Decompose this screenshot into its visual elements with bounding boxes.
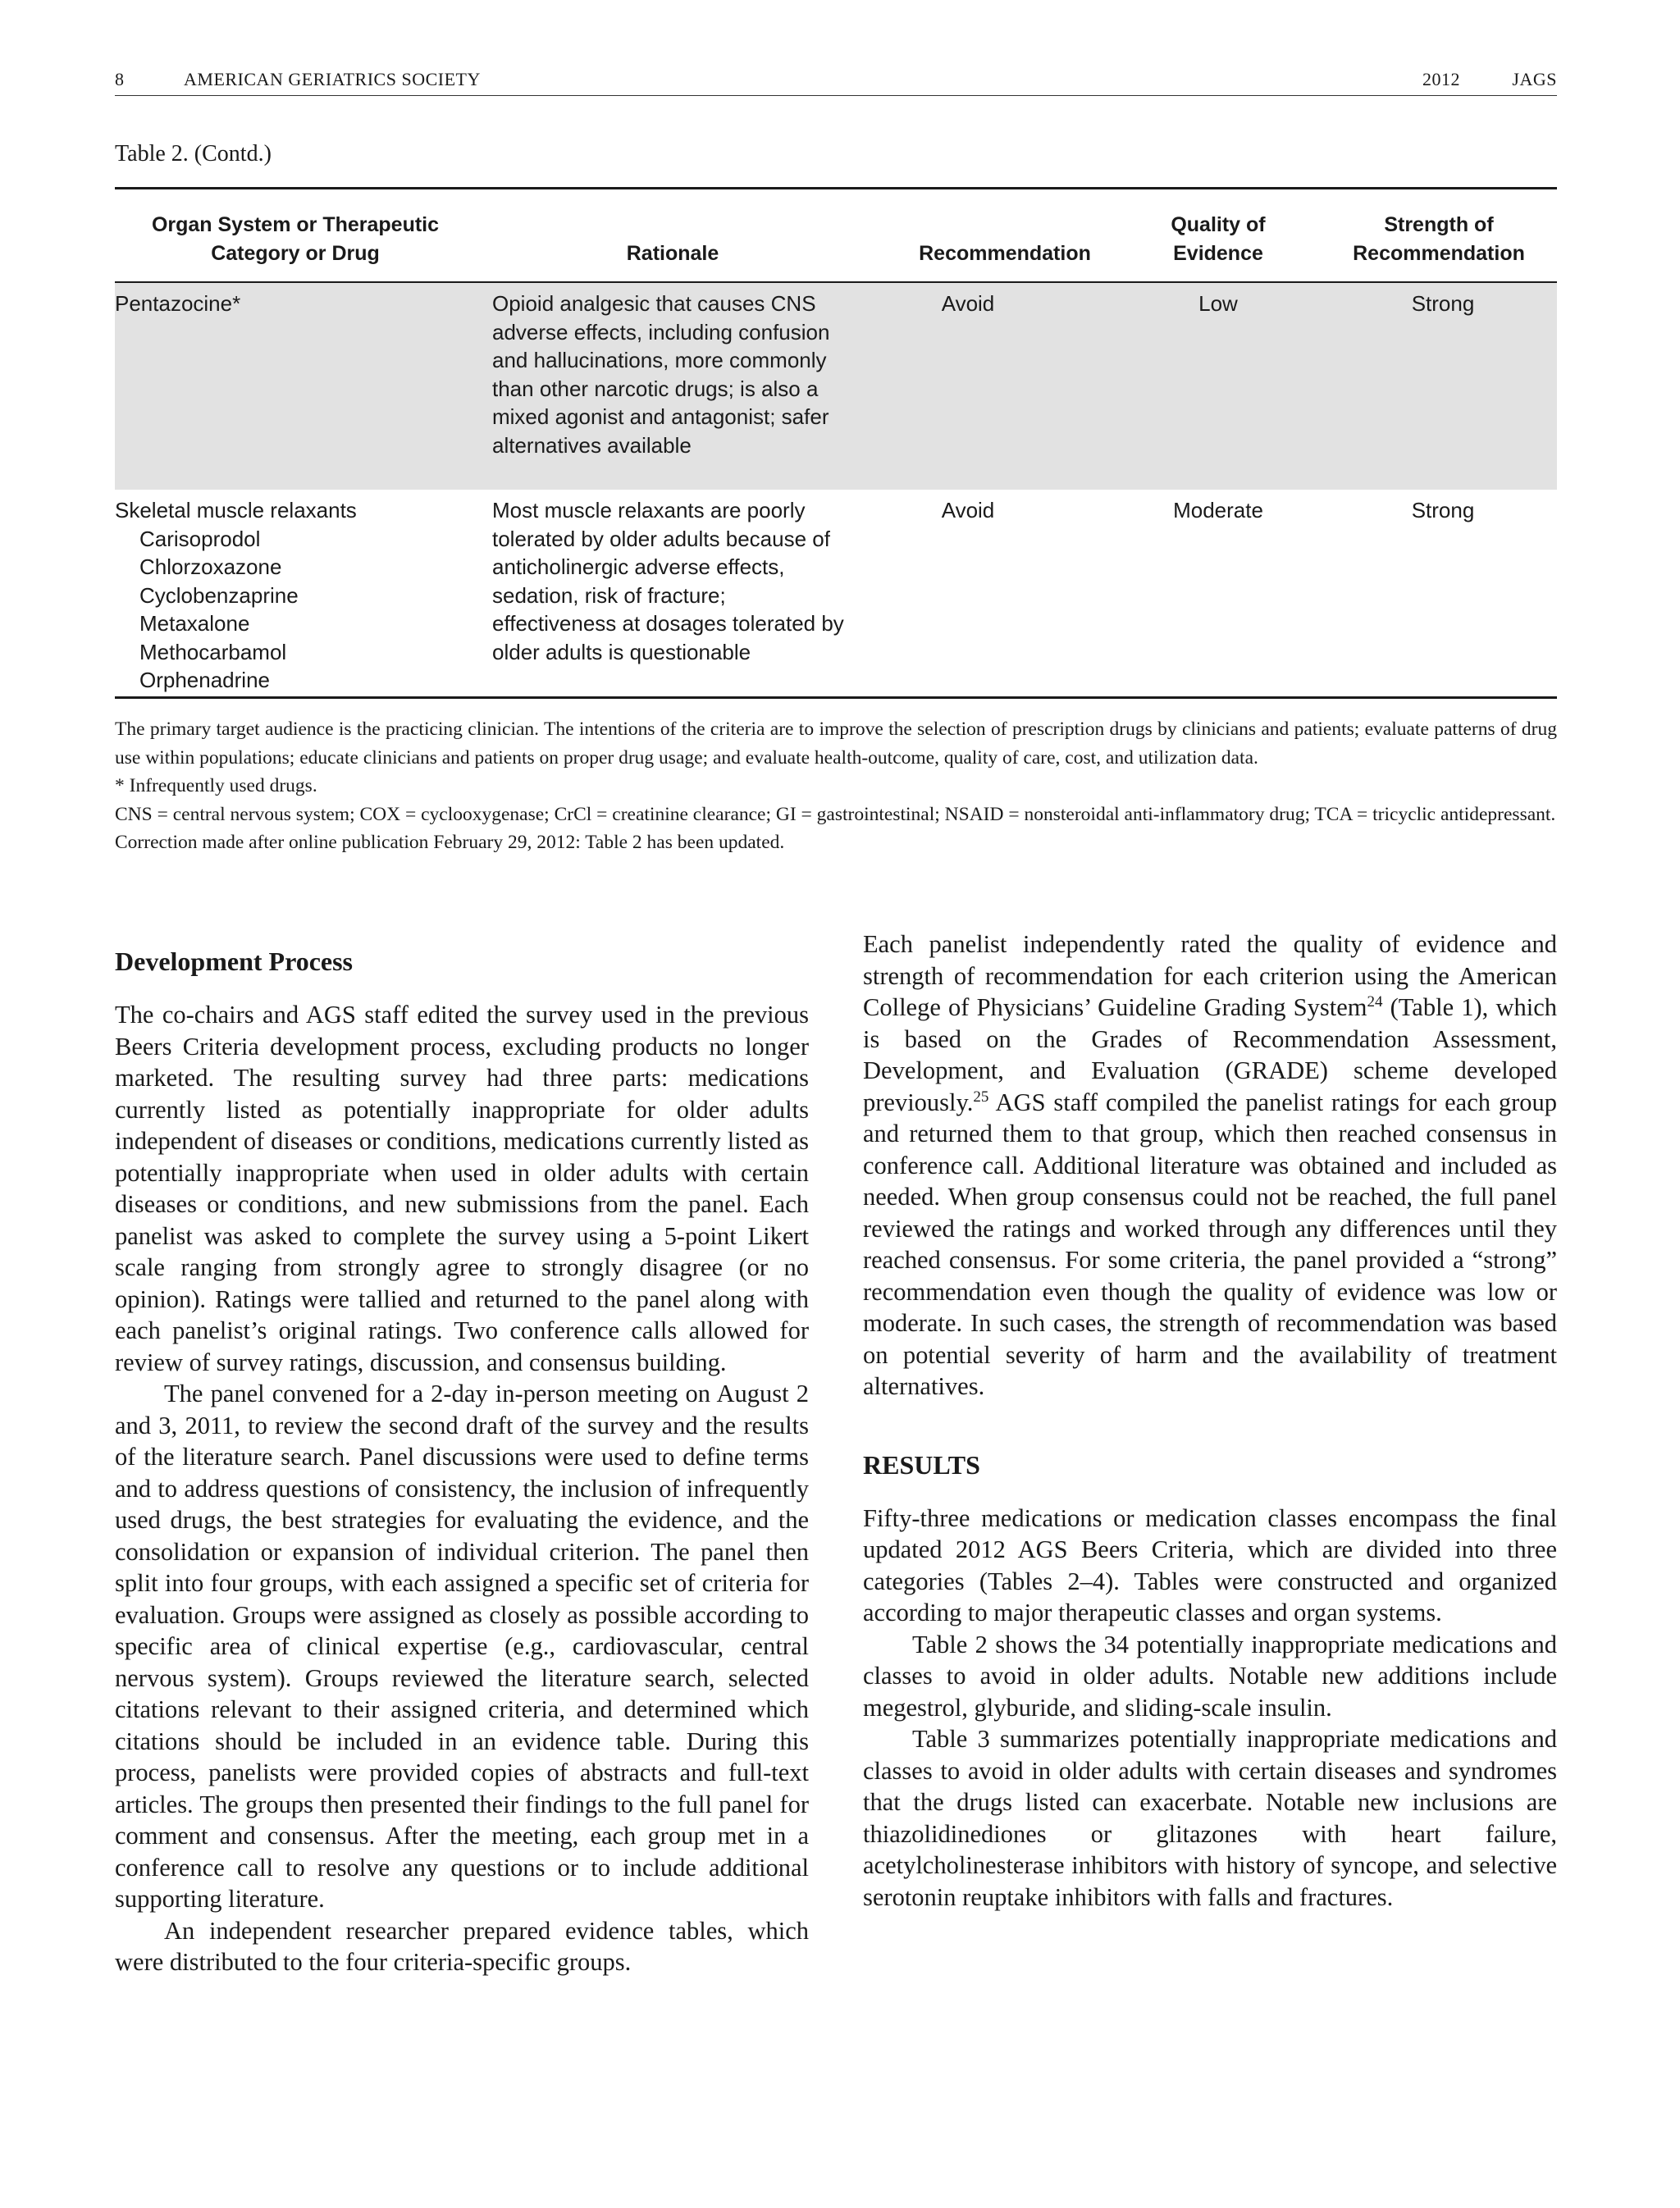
- journal-name: AMERICAN GERIATRICS SOCIETY: [184, 69, 481, 89]
- table-row: [115, 490, 1557, 696]
- paragraph: Fifty-three medications or medication classes encompass the final updated 2012 AGS Beers Criteria, which are divided into three categories (Tables 2–4). Tables were constructed and organized according to major therapeutic classes and organ systems.: [863, 1503, 1557, 1626]
- footnote-audience: The primary target audience is the practicing clinician. The intentions of the criteria are to improve the selection of prescription drugs by clinicians and patients; evaluate patterns of drug use within populations; educate clinicians and patients on proper drug usage; and evaluate health-outcome, quality of care, cost, and utilization data.: [115, 719, 1557, 769]
- paragraph: Table 2 shows the 34 potentially inappropriate medications and classes to avoid in older adults. Notable new additions include megestrol, glyburide, and sliding-scale insulin.: [863, 1630, 1557, 1722]
- sub-drug: Chlorzoxazone: [139, 554, 282, 579]
- footnote-abbreviations: CNS = central nervous system; COX = cyclooxygenase; CrCl = creatinine clearance; GI = gastrointestinal; NSAID = nonsteroidal anti-inflammatory drug; TCA = tricyclic antidepressant.: [115, 803, 1556, 825]
- table-title: Table 2. (Contd.): [115, 141, 272, 167]
- column-header-rationale: Rationale: [626, 242, 719, 265]
- column-header-drug-line2: Category or Drug: [211, 242, 380, 265]
- quality-of-evidence: Moderate: [1173, 498, 1263, 522]
- table-header: [115, 189, 1557, 281]
- table-bottom-rule: [115, 696, 1557, 699]
- citation-ref: 24: [1367, 992, 1383, 1010]
- column-header-quality: [1144, 211, 1292, 268]
- drug-name: Skeletal muscle relaxants: [115, 498, 357, 522]
- section-heading-development: Development Process: [115, 947, 353, 976]
- strength-of-recommendation: Strong: [1411, 498, 1475, 522]
- paragraph: [863, 928, 1557, 1403]
- drug-name: Pentazocine*: [115, 291, 241, 316]
- column-header-recommendation: Recommendation: [919, 242, 1091, 265]
- column-header-strength: [1321, 211, 1557, 268]
- table-footnotes: [115, 715, 1557, 857]
- sub-drug: Orphenadrine: [139, 668, 270, 692]
- running-header: [115, 69, 1557, 96]
- page-number: 8: [115, 69, 125, 89]
- right-column: [863, 928, 1557, 1913]
- section-heading-results: RESULTS: [863, 1449, 980, 1480]
- sub-drug: Methocarbamol: [139, 639, 287, 664]
- rationale: Most muscle relaxants are poorly tolerated by older adults because of anticholinergic adverse effects, sedation, risk of fracture; effectiveness at dosages tolerated by older adults is questionable: [492, 498, 844, 664]
- rationale: Opioid analgesic that causes CNS adverse effects, including confusion and hallucinations, more commonly than other narcotic drugs; is also a mixed agonist and antagonist; safer alternatives available: [492, 291, 830, 458]
- paragraph-text: (Table 1), which is based on the Grades of Recommendation Assessment, Development, and Evaluation (GRADE) scheme developed previously.: [863, 993, 1557, 1116]
- sub-drug: Carisoprodol: [139, 526, 261, 551]
- column-header-quality-line2: Evidence: [1173, 242, 1263, 265]
- column-header-strength-line1: Strength of: [1384, 213, 1494, 236]
- column-header-strength-line2: Recommendation: [1353, 242, 1525, 265]
- journal-page: [115, 0, 1557, 2208]
- footnote-correction: Correction made after online publication February 29, 2012: Table 2 has been updated.: [115, 832, 785, 853]
- paragraph-text: Each panelist independently rated the quality of evidence and strength of recommendation for each criterion using the American College of Physicians’ Guideline Grading System: [863, 930, 1557, 1021]
- column-header-quality-line1: Quality of: [1171, 213, 1266, 236]
- recommendation: Avoid: [941, 291, 995, 316]
- paragraph: The panel convened for a 2-day in-person meeting on August 2 and 3, 2011, to review the second draft of the survey and the results of the literature search. Panel discussions were used to define terms and to address questions of consistency, the inclusion of infrequently used drugs, the best strategies for evaluating the evidence, and the consolidation or expansion of individual criterion. The panel then split into four groups, with each assigned a specific set of criteria for evaluation. Groups were assigned as closely as possible according to specific area of clinical expertise (e.g., cardiovascular, central nervous system). Groups reviewed the literature search, selected citations relevant to their assigned criteria, and determined which citations should be included in an evidence table. During this process, panelists were provided copies of abstracts and full-text articles. The groups then presented their findings to the full panel for comment and consensus. After the meeting, each group met in a conference call to resolve any questions or to include additional supporting literature.: [115, 1380, 809, 1913]
- drug-table: [115, 187, 1557, 699]
- footnote-infrequent: * Infrequently used drugs.: [115, 775, 317, 796]
- sub-drug: Metaxalone: [139, 611, 250, 636]
- quality-of-evidence: Low: [1198, 291, 1238, 316]
- column-header-drug: [115, 211, 476, 268]
- drug-class: [115, 496, 476, 695]
- citation-ref: 25: [973, 1088, 989, 1106]
- left-column: [115, 928, 809, 1978]
- journal-year: 2012: [1422, 69, 1460, 89]
- sub-drug: Cyclobenzaprine: [139, 582, 299, 608]
- column-header-drug-line1: Organ System or Therapeutic: [151, 213, 440, 236]
- strength-of-recommendation: Strong: [1411, 291, 1475, 316]
- paragraph: The co-chairs and AGS staff edited the survey used in the previous Beers Criteria development process, excluding products no longer marketed. The resulting survey had three parts: medications currently listed as potentially inappropriate for older adults independent of diseases or conditions, medications currently listed as potentially inappropriate when used in older adults with certain diseases or conditions, and new submissions from the panel. Each panelist was asked to complete the survey using a 5-point Likert scale ranging from strongly agree to strongly disagree (or no opinion). Ratings were tallied and returned to the panel along with each panelist’s original ratings. Two conference calls allowed for review of survey ratings, discussion, and consensus building.: [115, 1001, 809, 1376]
- journal-abbreviation: JAGS: [1512, 69, 1557, 89]
- table-row: [115, 283, 1557, 490]
- paragraph-text: AGS staff compiled the panelist ratings for each group and returned them to that group, which then reached consensus in conference call. Additional literature was obtained and included as needed. When group consensus could not be reached, the full panel reviewed the ratings and worked through any differences until they reached consensus. For some criteria, the panel provided a “strong” recommendation even though the quality of evidence was low or moderate. In such cases, the strength of recommendation was based on potential severity of harm and the availability of treatment alternatives.: [863, 1088, 1557, 1400]
- recommendation: Avoid: [941, 498, 995, 522]
- paragraph: An independent researcher prepared evidence tables, which were distributed to the four criteria-specific groups.: [115, 1916, 809, 1976]
- paragraph: Table 3 summarizes potentially inappropriate medications and classes to avoid in older adults with certain diseases and syndromes that the drugs listed can exacerbate. Notable new inclusions are thiazolidinediones or glitazones with heart failure, acetylcholinesterase inhibitors with history of syncope, and selective serotonin reuptake inhibitors with falls and fractures.: [863, 1725, 1557, 1911]
